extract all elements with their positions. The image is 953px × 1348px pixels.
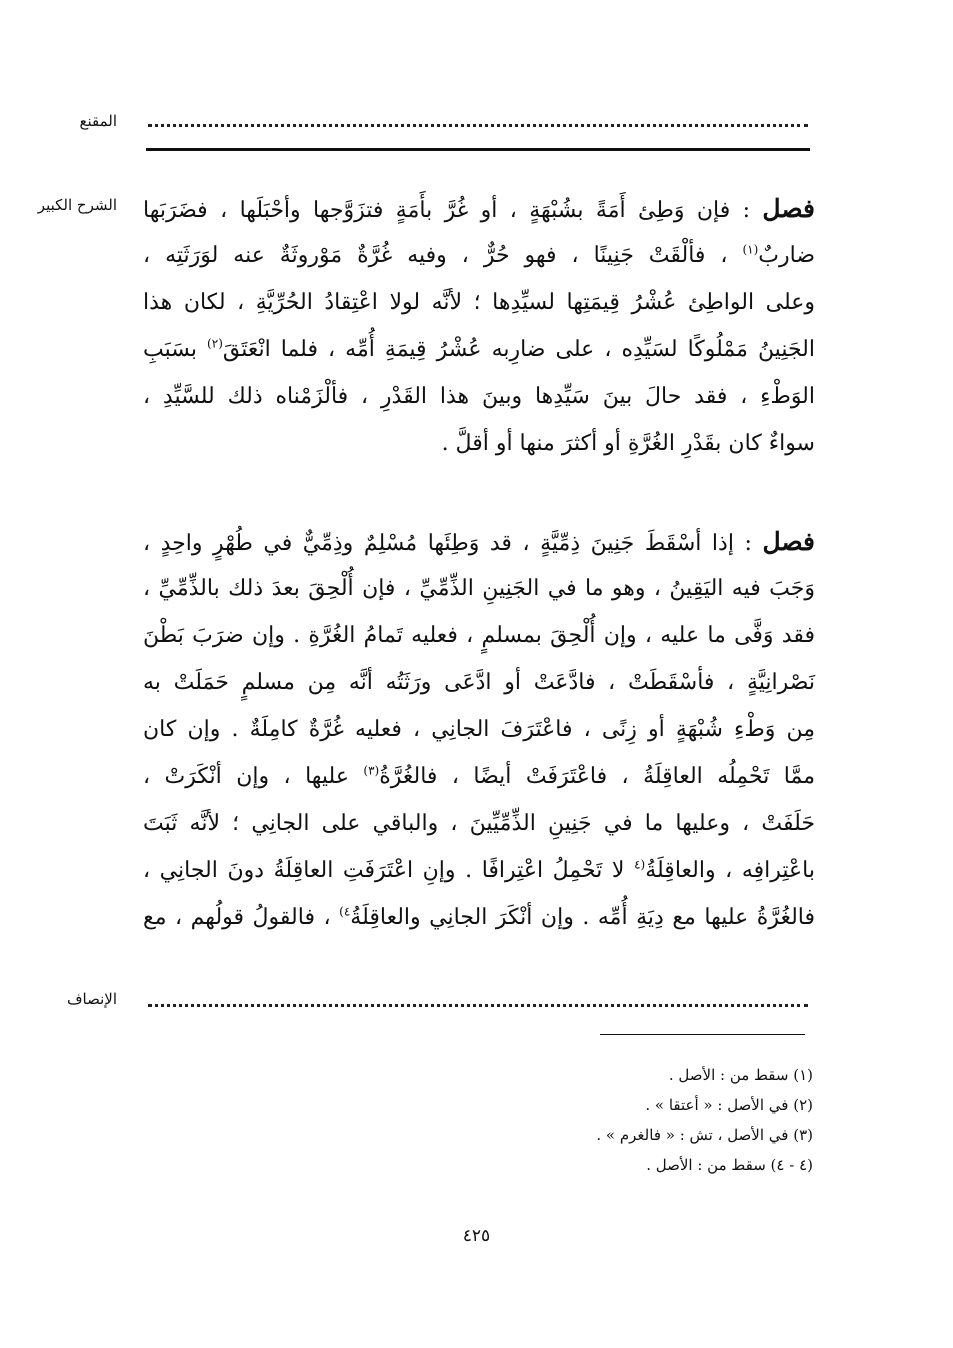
footnote-marker: ٤) bbox=[339, 904, 351, 919]
footnote-rule bbox=[600, 1034, 805, 1035]
line-text: ، فالقولُ قولُهم ، مع bbox=[143, 905, 331, 930]
line-text: نَصْرانِيَّةٍ ، فأسْقَطَتْ ، فادَّعَتْ أو ادَّعَى ورَثَتُه أنَّه مِن مسلمٍ حَمَلَتْ به bbox=[143, 670, 815, 695]
text-line bbox=[143, 706, 815, 753]
line-text: الجَنِينُ مَمْلُوكًا لسَيِّدِه ، على ضارِبه عُشْرُ قِيمَةِ أُمِّه ، فلما انْعَتَقَ bbox=[222, 337, 815, 362]
line-text: باعْتِرافِه ، والعاقِلَةُ bbox=[645, 858, 815, 883]
line-text: فالغُرَّةُ عليها مع دِيَةِ أُمِّه . وإن أنْكَرَ الجانِي والعاقِلَةُ bbox=[350, 905, 816, 930]
header-dotted-separator bbox=[148, 124, 808, 127]
line-text: بسَبَبِ bbox=[143, 337, 197, 362]
insaf-margin-label: الإنصاف bbox=[66, 990, 117, 1008]
line-text: لا تَحْمِلُ اعْتِرافًا . وإنِ اعْتَرَفَتِ العاقِلَةُ دونَ الجانِي ، bbox=[143, 858, 625, 883]
footnotes bbox=[413, 1060, 813, 1180]
text-line bbox=[143, 753, 815, 800]
line-text: فقد وَفَّى ما عليه ، وإن أُلْحِقَ بمسلمٍ ، فعليه تَمامُ الغُرَّةِ . وإن ضرَبَ بَطْنَ bbox=[143, 623, 815, 648]
footnote-marker: (٢) bbox=[207, 336, 223, 351]
line-text: الوَطْءِ ، فقد حالَ بينَ سَيِّدِها وبينَ هذا القَدْرِ ، فألْزَمْناه ذلك للسَّيِّدِ ، bbox=[143, 384, 815, 409]
text-line bbox=[143, 800, 815, 847]
text-line bbox=[143, 894, 815, 941]
line-text: وَجَبَ فيه اليَقِينُ ، وهو ما في الجَنِينِ الذِّمِّيِّ ، فإن أُلْحِقَ بعدَ ذلك بالذِّمِّيِّ ، bbox=[143, 576, 815, 601]
insaf-dotted-separator bbox=[148, 1004, 808, 1007]
footnote-marker: (٣) bbox=[363, 763, 380, 778]
section-heading: فصل bbox=[762, 527, 816, 556]
footnote: (١) سقط من : الأصل . bbox=[668, 1066, 813, 1084]
text-line bbox=[143, 612, 815, 659]
line-text: سواءٌ كان بقَدْرِ الغُرَّةِ أو أكثرَ منها أو أقلَّ . bbox=[441, 431, 815, 456]
text-line bbox=[143, 326, 815, 373]
commentary-paragraph-2 bbox=[143, 518, 815, 941]
text-line bbox=[143, 420, 815, 467]
footnote-marker: (٤ bbox=[634, 857, 646, 872]
text-line bbox=[143, 185, 815, 232]
footnote: (٤ - ٤) سقط من : الأصل . bbox=[646, 1156, 813, 1174]
footnote: (٢) في الأصل : « أعتقا » . bbox=[645, 1096, 813, 1114]
text-line bbox=[143, 232, 815, 279]
line-text: : فإن وَطِئ أَمَةً بشُبْهَةٍ ، أو غُرَّ بأَمَةٍ فتزَوَّجها وأحْبَلَها ، فضَرَبَها bbox=[143, 198, 751, 223]
line-text: عليها ، وإن أنْكَرَتْ ، bbox=[143, 764, 349, 789]
footnote-marker: (١) bbox=[742, 242, 759, 257]
text-line bbox=[143, 279, 815, 326]
text-line bbox=[143, 518, 815, 565]
text-line bbox=[143, 373, 815, 420]
line-text: مِن وَطْءِ شُبْهَةٍ أو زِنًى ، فاعْتَرَفَ الجانِي ، فعليه غُرَّةٌ كامِلَةٌ . وإن كان bbox=[143, 717, 815, 742]
book-title: المقنع bbox=[79, 112, 117, 130]
line-text: حَلَفَتْ ، وعليها ما في جَنِينِ الذِّمِّيِّينَ ، والباقي على الجانِي ؛ لأنَّه ثَبَتَ bbox=[143, 811, 815, 836]
text-line bbox=[143, 565, 815, 612]
page-number: ٤٢٥ bbox=[462, 1226, 491, 1246]
footnote: (٣) في الأصل ، تش : « فالغرم » . bbox=[596, 1126, 813, 1144]
section-heading: فصل bbox=[762, 194, 815, 223]
commentary-paragraph-1 bbox=[143, 185, 815, 467]
line-text: : إذا أسْقَطَ جَنِينَ ذِمِّيَّةٍ ، قد وَطِئَها مُسْلِمٌ وذِمِّيٌّ في طُهْرٍ واحِدٍ ، bbox=[143, 531, 752, 556]
line-text: ممَّا تَحْمِلُه العاقِلَةُ ، فاعْتَرَفَتْ أيضًا ، فالغُرَّةُ bbox=[379, 764, 815, 789]
line-text: وعلى الواطِئ عُشْرُ قِيمَتِها لسيِّدِها ؛ لأنَّه لولا اعْتِقادُ الحُرِّيَّةِ ، لكان هذا bbox=[143, 290, 815, 315]
text-line bbox=[143, 847, 815, 894]
text-line bbox=[143, 659, 815, 706]
line-text: ، فألْقَتْ جَنِينًا ، فهو حُرٌّ ، وفيه غُرَّةٌ مَوْروثَةٌ عنه لوَرَثَتِه ، bbox=[143, 243, 728, 268]
header-rule bbox=[146, 148, 810, 151]
commentary-margin-label: الشرح الكبير bbox=[37, 196, 117, 214]
line-text: ضاربٌ bbox=[758, 243, 815, 268]
